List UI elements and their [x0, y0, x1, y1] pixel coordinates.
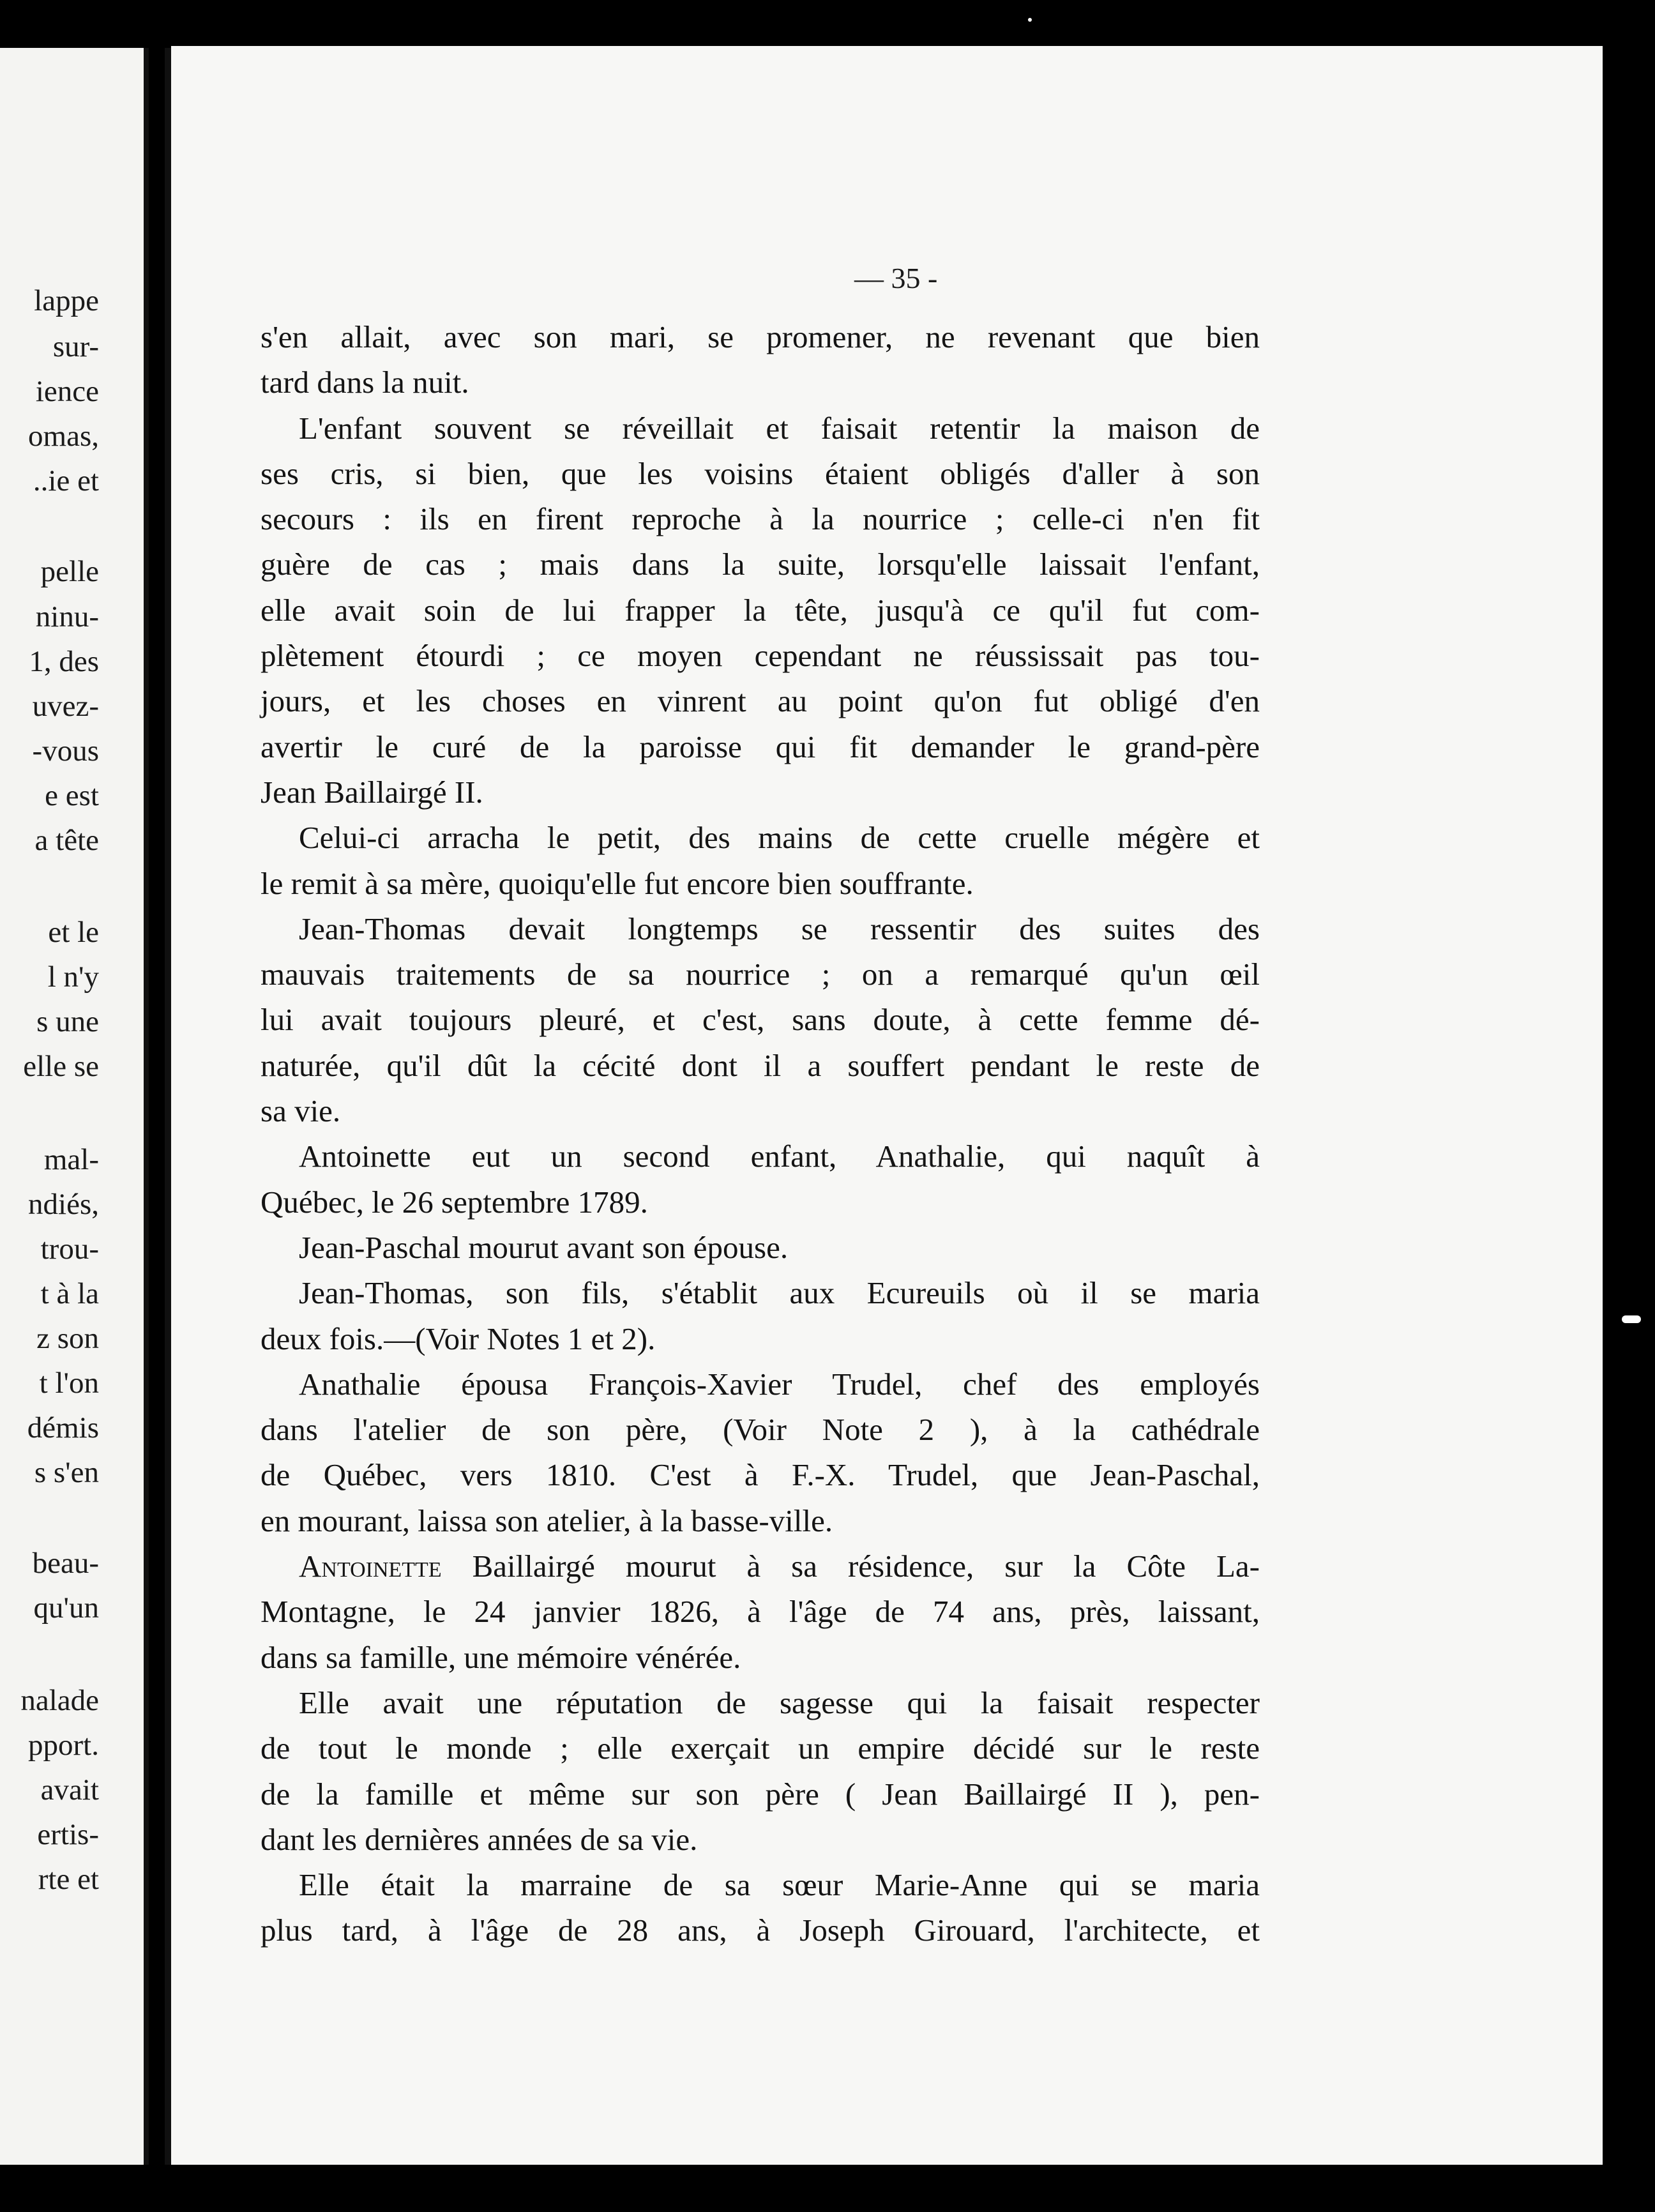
margin-fragment: et le [48, 916, 99, 949]
text-line: Elle était la marraine de sa sœur Marie-Anne qui se maria [299, 1867, 1260, 1903]
text-line: deux fois.—(Voir Notes 1 et 2). [261, 1321, 656, 1356]
text-line: sa vie. [261, 1093, 341, 1129]
scan-speck [1622, 1315, 1641, 1323]
margin-fragment: ..ie et [33, 464, 99, 497]
scan-speck [1028, 18, 1032, 22]
margin-fragment: elle se [23, 1050, 99, 1083]
text-line-rest: Baillairgé mourut à sa résidence, sur la Côte La- [441, 1549, 1260, 1584]
margin-fragment: pelle [40, 555, 99, 588]
right-page [171, 46, 1603, 2165]
margin-fragment: ertis- [37, 1818, 99, 1851]
body-text [261, 314, 1260, 1953]
text-line: Québec, le 26 septembre 1789. [261, 1184, 648, 1220]
text-line: Celui-ci arracha le petit, des mains de cette cruelle mégère et [299, 820, 1260, 856]
text-line: dans sa famille, une mémoire vénérée. [261, 1639, 741, 1675]
margin-fragment: démis [27, 1411, 99, 1444]
page-number: — 35 - [854, 262, 938, 294]
text-line: ses cris, si bien, que les voisins étaient obligés d'aller à son [261, 455, 1260, 491]
margin-fragment: e est [45, 779, 99, 812]
text-line: naturée, qu'il dût la cécité dont il a souffert pendant le reste de [261, 1047, 1260, 1083]
margin-fragment: l n'y [47, 960, 99, 994]
margin-fragment: beau- [32, 1547, 99, 1580]
margin-fragment: pport. [28, 1729, 99, 1762]
margin-fragment: sur- [52, 330, 99, 363]
text-line: en mourant, laissa son atelier, à la basse-ville. [261, 1503, 833, 1538]
margin-fragment: lappe [34, 284, 99, 317]
text-line: tard dans la nuit. [261, 365, 469, 400]
margin-fragment: nalade [20, 1684, 99, 1717]
margin-fragment: z son [36, 1322, 99, 1355]
text-line: Antoinette eut un second enfant, Anathalie, qui naquît à [299, 1139, 1260, 1174]
text-line: s'en allait, avec son mari, se promener, ne revenant que bien [261, 319, 1260, 354]
margin-fragment: omas, [28, 420, 99, 453]
margin-fragment: qu'un [33, 1591, 99, 1625]
margin-fragment: rte et [38, 1863, 99, 1896]
page-edge-line [165, 48, 171, 2165]
margin-fragment: ience [35, 375, 99, 408]
margin-fragment: s une [36, 1005, 99, 1038]
text-line: de Québec, vers 1810. C'est à F.-X. Trudel, que Jean-Paschal, [261, 1457, 1260, 1493]
margin-fragment: avait [40, 1773, 99, 1807]
text-line: elle avait soin de lui frapper la tête, jusqu'à ce qu'il fut com- [261, 592, 1260, 628]
margin-fragment: t l'on [39, 1367, 99, 1400]
text-line: avertir le curé de la paroisse qui fit demander le grand-père [261, 729, 1260, 764]
margin-fragment: a tête [34, 824, 99, 857]
text-line: dans l'atelier de son père, (Voir Note 2 ), à la cathédrale [261, 1412, 1260, 1448]
text-line: L'enfant souvent se réveillait et faisait retentir la maison de [299, 410, 1260, 446]
text-line: Jean Baillairgé II. [261, 774, 483, 810]
text-line: secours : ils en firent reproche à la nourrice ; celle-ci n'en fit [261, 501, 1260, 537]
text-line: lui avait toujours pleuré, et c'est, sans doute, à cette femme dé- [261, 1002, 1260, 1038]
margin-fragment: uvez- [32, 690, 99, 723]
margin-fragment: t à la [40, 1277, 99, 1310]
text-line: Jean-Thomas, son fils, s'établit aux Ecureuils où il se maria [299, 1275, 1260, 1311]
margin-fragment: trou- [40, 1232, 99, 1266]
text-line [261, 1543, 1260, 1589]
text-line: Anathalie épousa François-Xavier Trudel, chef des employés [299, 1366, 1260, 1402]
text-line: Jean-Thomas devait longtemps se ressentir des suites des [299, 911, 1260, 946]
margin-fragment: -vous [32, 734, 99, 768]
smallcaps-name: Antoinette [299, 1549, 442, 1584]
margin-fragment: mal- [43, 1143, 99, 1176]
margin-fragment: s s'en [34, 1456, 99, 1489]
text-line: de la famille et même sur son père ( Jean Baillairgé II ), pen- [261, 1776, 1260, 1812]
text-line: plètement étourdi ; ce moyen cependant ne réussissait pas tou- [261, 638, 1260, 674]
text-line: Montagne, le 24 janvier 1826, à l'âge de 74 ans, près, laissant, [261, 1594, 1260, 1630]
text-line: Jean-Paschal mourut avant son épouse. [299, 1229, 789, 1265]
margin-fragment: ninu- [35, 600, 99, 633]
page-gutter-line [144, 48, 149, 2165]
text-line: jours, et les choses en vinrent au point qu'on fut obligé d'en [261, 683, 1260, 719]
text-line: le remit à sa mère, quoiqu'elle fut encore bien souffrante. [261, 865, 974, 901]
text-line: mauvais traitements de sa nourrice ; on a remarqué qu'un œil [261, 957, 1260, 992]
margin-fragment: ndiés, [28, 1188, 99, 1221]
margin-fragment: 1, des [29, 645, 99, 678]
left-page-edge [0, 48, 144, 2165]
text-line: guère de cas ; mais dans la suite, lorsqu'elle laissait l'enfant, [261, 547, 1260, 582]
text-line: dant les dernières années de sa vie. [261, 1821, 698, 1857]
text-line: Elle avait une réputation de sagesse qui la faisait respecter [299, 1685, 1260, 1720]
text-line: de tout le monde ; elle exerçait un empire décidé sur le reste [261, 1731, 1260, 1766]
text-line: plus tard, à l'âge de 28 ans, à Joseph Girouard, l'architecte, et [261, 1913, 1260, 1948]
